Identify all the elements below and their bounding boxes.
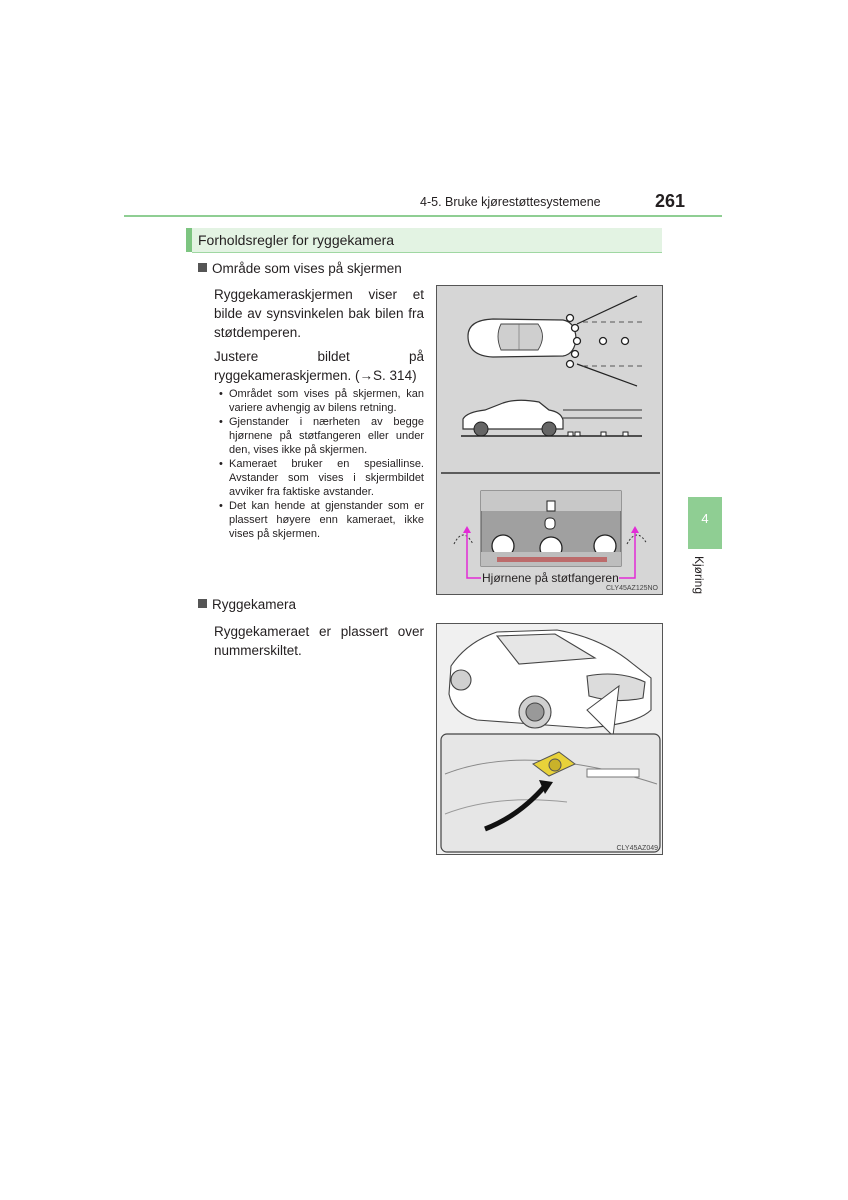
title-divider (192, 252, 662, 253)
page-number: 261 (655, 191, 686, 211)
paragraph-display-description: Ryggekameraskjermen viser et bilde av synsvinkelen bak bilen fra støtdemperen. (214, 287, 424, 340)
detail-inset (441, 734, 660, 852)
figure-camera-view (436, 285, 663, 595)
callout-line-left (467, 530, 481, 578)
header-divider (124, 215, 722, 217)
note-item: • Gjenstander i nærheten av begge hjørnene på støtfangeren eller under den, vises ikke på skjermen. (218, 415, 424, 457)
figure-code: CLY45AZ049 (616, 845, 658, 852)
camera-view-illustration (437, 286, 664, 596)
square-bullet-icon (198, 599, 207, 608)
chapter-label: Kjøring (692, 556, 706, 595)
subheading-text: Område som vises på skjermen (212, 261, 402, 276)
header-section-title: 4-5. Bruke kjørestøttesystemene (420, 195, 601, 209)
car-rear-icon (449, 630, 651, 728)
chapter-tab (688, 497, 722, 549)
camera-location-illustration (437, 624, 664, 856)
note-item: • Kameraet bruker en spesiallinse. Avstander som vises i skjermbildet avviker fra faktiske avstander. (218, 457, 424, 499)
section-title-bar (186, 228, 662, 252)
chapter-number: 4 (701, 511, 709, 526)
callout-label-bumper-corners: Hjørnene på støtfangeren (482, 571, 619, 585)
car-side-view-icon (461, 400, 642, 436)
figure-code: CLY45AZ125NO (605, 585, 658, 592)
notes-list (218, 387, 424, 541)
subheading-display-area (198, 261, 402, 276)
subheading-text: Ryggekamera (212, 597, 297, 612)
figure-camera-location (436, 623, 663, 855)
camera-screen-icon (481, 491, 621, 566)
note-item: • Det kan hende at gjenstander som er plassert høyere enn kameraet, ikke vises på skjermen. (218, 499, 424, 541)
note-item: • Området som vises på skjermen, kan variere avhengig av bilens retning. (218, 387, 424, 415)
section-title: Forholdsregler for ryggekamera (198, 232, 395, 248)
square-bullet-icon (198, 263, 207, 272)
paragraph-adjust-image: Justere bildet på ryggekameraskjermen. (→S. 314) (214, 349, 424, 383)
car-top-view-icon (468, 319, 576, 357)
subheading-rear-camera (198, 597, 296, 612)
paragraph-camera-location: Ryggekameraet er plassert over nummerskiltet. (214, 624, 424, 658)
